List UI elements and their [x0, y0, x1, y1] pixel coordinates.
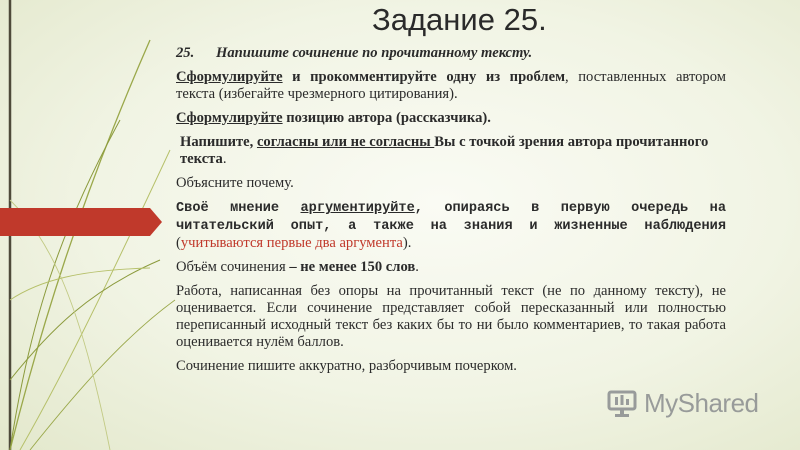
p2-underlined: Сформулируйте: [176, 110, 283, 126]
paragraph-volume: [176, 259, 726, 276]
p3-bold: Вы с точкой зрения автора прочитанного текста: [180, 134, 709, 167]
p1-bold: и прокомментируйте одну из проблем: [282, 69, 566, 85]
paragraph-agree: [176, 134, 726, 168]
myshared-logo-icon: [606, 388, 640, 418]
p2-bold: позицию автора (рассказчика).: [282, 110, 491, 126]
p3-underlined: согласны или не согласны: [256, 134, 435, 150]
task-heading-text: Напишите сочинение по прочитанному тексту.: [216, 45, 533, 61]
p5-paren-open: (: [176, 235, 181, 251]
task-content: [176, 45, 726, 382]
paragraph-handwriting: Сочинение пишите аккуратно, разборчивым почерком.: [176, 358, 517, 374]
watermark: [606, 386, 759, 420]
paragraph-argue: [176, 199, 726, 252]
p5-start: Своё мнение: [176, 201, 301, 216]
paragraph-formulate-problem: [176, 69, 726, 103]
p1-underlined: Сформулируйте: [176, 69, 283, 85]
task-heading: [176, 45, 726, 62]
p6-end: .: [415, 259, 419, 275]
page-title: Задание 25.: [372, 2, 547, 37]
paragraph-grading: Работа, написанная без опоры на прочитанный текст (не по данному тексту), не оценивается. Если сочинение представляет собой пересказанный или полностью переписанный исходный текст без каких бы то ни было комментариев, то такая работа оценивается нулём баллов.: [176, 283, 726, 350]
p5-red-note: учитываются первые два аргумента: [180, 235, 403, 251]
paragraph-author-position: [176, 110, 726, 127]
p5-bold: , опираясь в первую очередь на читательский опыт, а также на знания и жизненные наблюдения: [176, 201, 726, 234]
red-arrow-shape: [0, 208, 162, 236]
task-number: 25.: [176, 45, 195, 61]
p3-start: Напишите,: [180, 134, 257, 150]
paragraph-explain: Объясните почему.: [176, 175, 294, 191]
p3-end: .: [222, 151, 227, 167]
watermark-text: MyShared: [644, 387, 759, 418]
p6-start: Объём сочинения: [176, 259, 290, 275]
p1-rest: , поставленных автором текста (избегайте чрезмерного цитирования).: [176, 69, 726, 102]
p5-paren-close: ).: [402, 235, 412, 251]
p5-underlined: аргументируйте: [300, 201, 415, 216]
p6-bold: – не менее 150 слов: [289, 259, 416, 275]
